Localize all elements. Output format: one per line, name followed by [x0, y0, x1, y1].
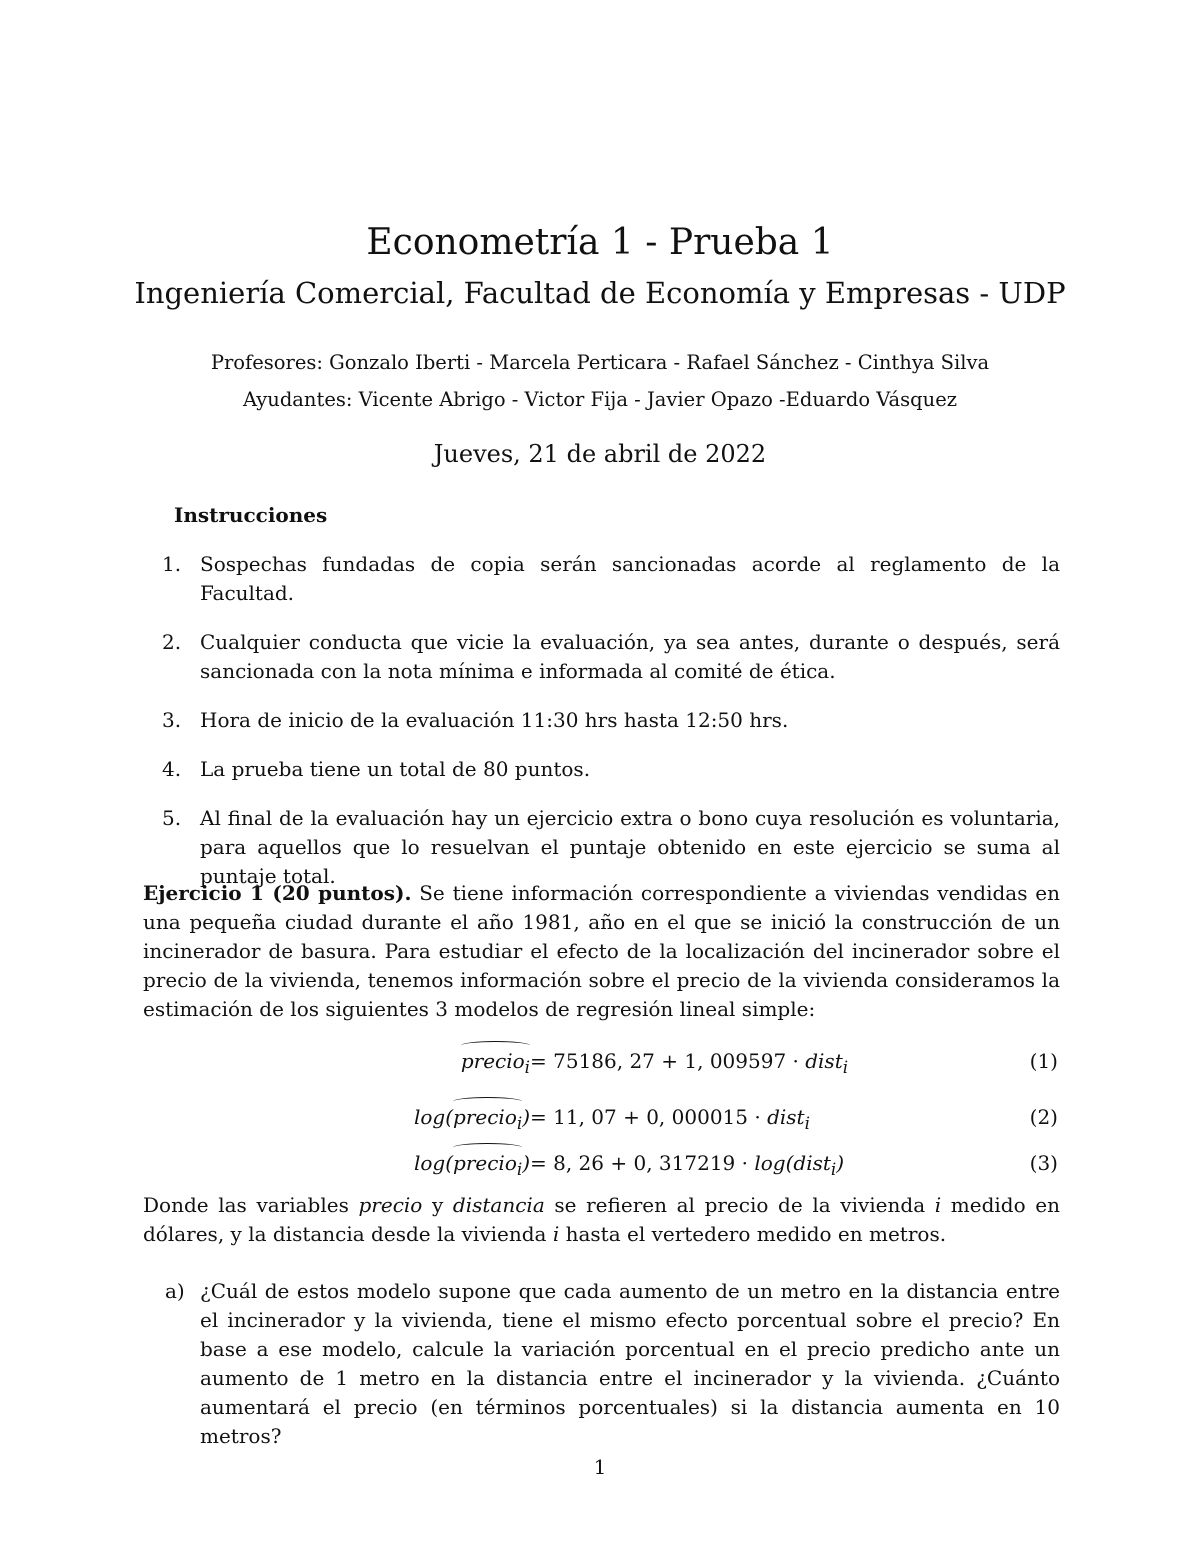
list-item — [150, 755, 1060, 784]
equation-3: log(precio$_i$) = 8, 26 + 0, 317219 · log(dist$_i$) (3) — [413, 1151, 1058, 1179]
hat-variable: precio$_i$ — [460, 1049, 530, 1077]
list-item — [150, 804, 1060, 891]
variable-definitions: Donde las variables precio y distancia se refieren al precio de la vivienda i medido en dólares, y la distancia desde la vivienda i hasta el vertedero medido en metros. — [143, 1193, 1061, 1246]
question-label: a) — [165, 1279, 185, 1303]
hat-variable: precio$_i$ — [453, 1105, 523, 1133]
list-item-text: Hora de inicio de la evaluación 11:30 hrs hasta 12:50 hrs. — [200, 708, 789, 732]
list-item-number: 4. — [162, 757, 182, 781]
list-item-number: 2. — [162, 630, 182, 654]
equation-number: (3) — [1029, 1151, 1058, 1175]
list-item-number: 1. — [162, 552, 182, 576]
equation-number: (1) — [1029, 1049, 1058, 1073]
page-number: 1 — [593, 1455, 607, 1479]
instructions-list — [150, 550, 1060, 911]
exercise-1-text: Se tiene información correspondiente a viviendas vendidas en una pequeña ciudad durante el año 1981, año en el que se inició la construcción de un incinerador de basura. Para estudiar el efecto de la localización del incinerador sobre el precio de la vivienda, tenemos información sobre el precio de la vivienda consideramos la estimación de los siguientes 3 modelos de regresión lineal simple: — [143, 881, 1061, 1021]
document-subtitle: Ingeniería Comercial, Facultad de Economía y Empresas - UDP — [134, 276, 1066, 310]
equation-1: precio$_i$ = 75186, 27 + 1, 009597 · dist$_i$ (1) — [460, 1049, 1058, 1077]
list-item — [150, 550, 1060, 608]
list-item-text: Al final de la evaluación hay un ejercicio extra o bono cuya resolución es voluntaria, para aquellos que lo resuelvan el puntaje obtenido en este ejercicio se suma al puntaje total. — [200, 806, 1060, 888]
question-a — [165, 1277, 1060, 1451]
exercise-1-intro — [143, 879, 1060, 1024]
list-item-text: Sospechas fundadas de copia serán sancionadas acorde al reglamento de la Facultad. — [200, 552, 1060, 605]
exercise-1-heading: Ejercicio 1 (20 puntos). — [143, 881, 412, 905]
professors-line: Profesores: Gonzalo Iberti - Marcela Perticara - Rafael Sánchez - Cinthya Silva — [210, 351, 990, 374]
list-item-number: 3. — [162, 708, 182, 732]
list-item — [150, 706, 1060, 735]
list-item-text: Cualquier conducta que vicie la evaluación, ya sea antes, durante o después, será sancionada con la nota mínima e informada al comité de ética. — [200, 630, 1060, 683]
assistants-line: Ayudantes: Vicente Abrigo - Victor Fija - Javier Opazo -Eduardo Vásquez — [242, 388, 958, 411]
instructions-heading: Instrucciones — [174, 503, 328, 527]
equation-number: (2) — [1029, 1105, 1058, 1129]
list-item-text: La prueba tiene un total de 80 puntos. — [200, 757, 591, 781]
question-text: ¿Cuál de estos modelo supone que cada aumento de un metro en la distancia entre el incinerador y la vivienda, tiene el mismo efecto porcentual sobre el precio? En base a ese modelo, calcule la variación porcentual en el precio predicho ante un aumento de 1 metro en la distancia entre el incinerador y la vivienda. ¿Cuánto aumentará el precio (en términos porcentuales) si la distancia aumenta en 10 metros? — [200, 1279, 1060, 1448]
exam-date: Jueves, 21 de abril de 2022 — [433, 440, 767, 468]
equation-2: log(precio$_i$) = 11, 07 + 0, 000015 · dist$_i$ (2) — [413, 1105, 1058, 1133]
list-item-number: 5. — [162, 806, 182, 830]
list-item — [150, 628, 1060, 686]
hat-variable: precio$_i$ — [453, 1151, 523, 1179]
document-title: Econometría 1 - Prueba 1 — [366, 222, 834, 263]
